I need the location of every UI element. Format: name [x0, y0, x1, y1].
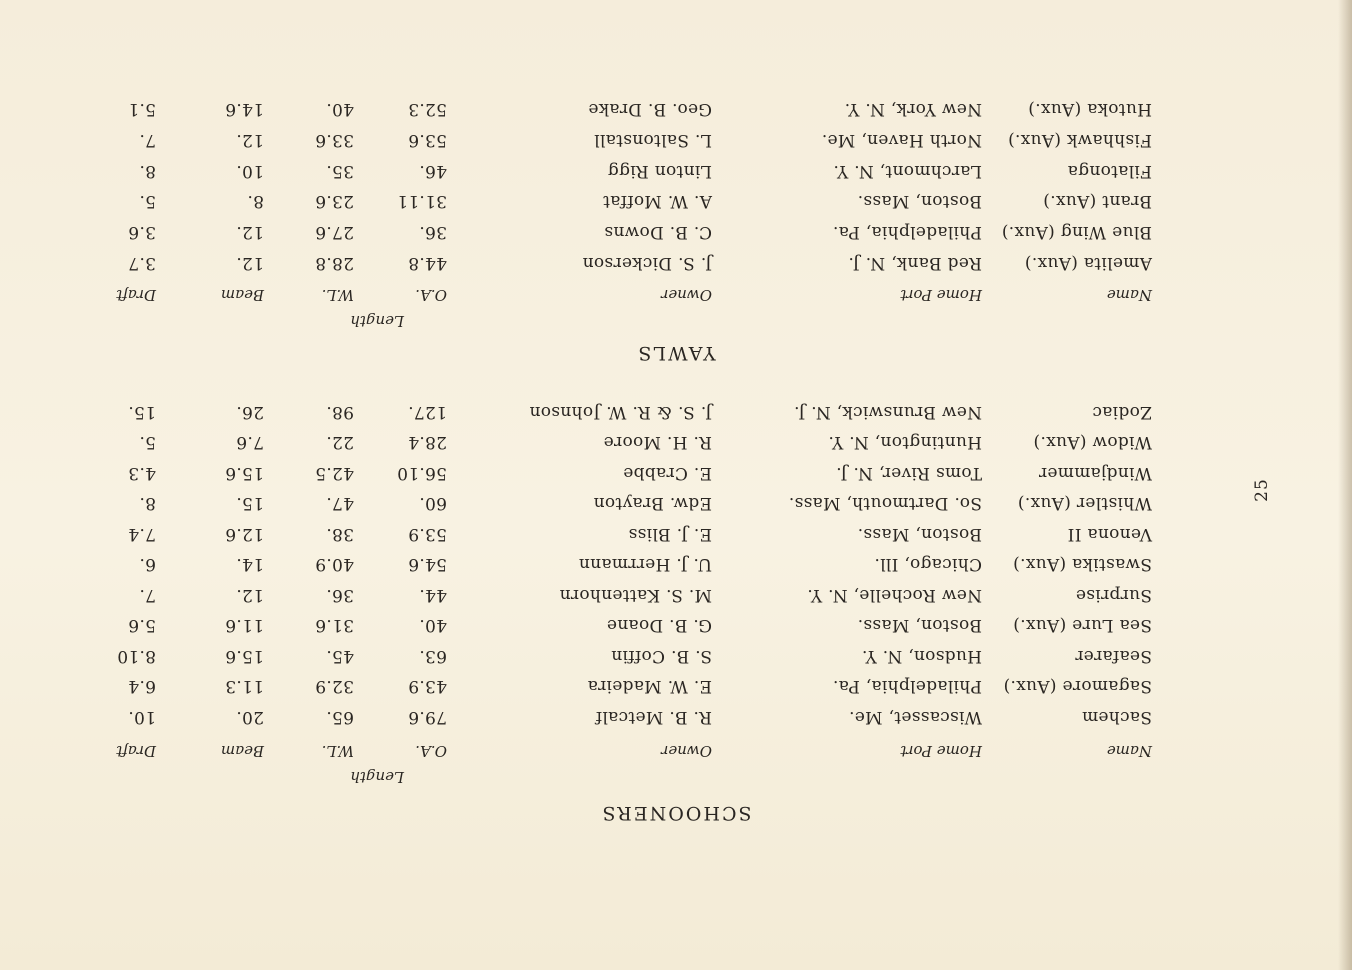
- header-port: Home Port: [900, 286, 982, 304]
- cell-name: Amelita (Aux.): [1024, 253, 1152, 273]
- cell-beam: 15.6: [224, 463, 264, 483]
- cell-oa: 53.6: [407, 129, 447, 150]
- cell-port: Huntington, N. Y.: [828, 432, 982, 453]
- cell-owner: Geo. B. Drake: [588, 99, 712, 119]
- cell-name: Blue Wing (Aux.): [1001, 222, 1152, 243]
- cell-owner: L. Saltonstall: [593, 129, 712, 150]
- table-row: [0, 701, 1352, 727]
- cell-draft: 5.: [139, 191, 156, 212]
- header-owner: Owner: [661, 286, 712, 304]
- cell-draft: 4.3: [128, 463, 156, 483]
- cell-port: New Rochelle, N. Y.: [807, 585, 982, 605]
- cell-draft: 6.: [139, 554, 156, 575]
- cell-draft: 5.: [139, 432, 156, 453]
- cell-draft: 15.: [128, 402, 156, 422]
- cell-port: Larchmont, N. Y.: [833, 160, 982, 181]
- cell-wl: 32.9: [314, 676, 354, 697]
- cell-oa: 56.10: [396, 463, 447, 483]
- page-number: 25: [1252, 478, 1273, 502]
- cell-beam: 12.: [236, 585, 264, 605]
- cell-name: Windjammer: [1038, 463, 1152, 483]
- cell-wl: 45.: [326, 646, 354, 666]
- cell-wl: 40.9: [314, 554, 354, 575]
- cell-beam: 7.6: [236, 432, 264, 453]
- header-owner: Owner: [661, 742, 712, 760]
- table-row: [0, 124, 1352, 150]
- header-wl: W.L.: [321, 742, 354, 760]
- cell-oa: 46.: [419, 160, 447, 181]
- cell-beam: 20.: [236, 707, 264, 727]
- cell-wl: 33.6: [314, 129, 354, 150]
- cell-oa: 54.6: [407, 554, 447, 575]
- cell-port: Boston, Mass.: [857, 615, 982, 636]
- table-row: [0, 640, 1352, 666]
- cell-name: Whistler (Aux.): [1017, 493, 1152, 514]
- cell-wl: 36.: [326, 585, 354, 605]
- table-row: [0, 247, 1352, 273]
- cell-oa: 63.: [419, 646, 447, 666]
- table-row: [0, 216, 1352, 242]
- cell-beam: 15.6: [224, 646, 264, 666]
- cell-draft: 8.10: [116, 646, 156, 666]
- yawls-header-row: [0, 278, 1352, 304]
- table-row: [0, 457, 1352, 483]
- cell-oa: 36.: [419, 222, 447, 243]
- cell-beam: 10.: [236, 160, 264, 181]
- cell-beam: 26.: [236, 402, 264, 422]
- cell-port: Philadelphia, Pa.: [832, 676, 982, 697]
- header-beam: Beam: [220, 286, 264, 304]
- table-row: [0, 396, 1352, 422]
- cell-name: Fishhawk (Aux.): [1007, 129, 1152, 150]
- cell-owner: G. B. Doane: [606, 615, 712, 636]
- cell-name: Surprise: [1075, 585, 1152, 605]
- cell-name: Filatonga: [1067, 160, 1152, 181]
- cell-name: Venona II: [1067, 524, 1152, 544]
- cell-beam: 11.3: [224, 676, 264, 697]
- cell-wl: 98.: [326, 402, 354, 422]
- cell-draft: 3.6: [128, 222, 156, 243]
- cell-oa: 60.: [419, 493, 447, 514]
- cell-owner: U. J. Herrmann: [578, 554, 712, 575]
- header-draft: Draft: [116, 742, 156, 760]
- cell-port: New Brunswick, N. J.: [793, 402, 982, 422]
- yawls-title: YAWLS: [636, 342, 716, 364]
- table-row: [0, 610, 1352, 636]
- cell-wl: 22.: [326, 432, 354, 453]
- cell-wl: 28.8: [314, 253, 354, 273]
- cell-oa: 28.4: [407, 432, 447, 453]
- cell-owner: C. B. Downs: [604, 222, 712, 243]
- cell-draft: 8.: [139, 160, 156, 181]
- cell-draft: 5.6: [128, 615, 156, 636]
- cell-wl: 35.: [326, 160, 354, 181]
- cell-draft: 8.: [139, 493, 156, 514]
- table-row: [0, 488, 1352, 514]
- cell-beam: 12.: [236, 253, 264, 273]
- cell-owner: R. H. Moore: [603, 432, 712, 453]
- cell-owner: R. B. Metcalf: [595, 707, 712, 727]
- cell-port: Chicago, Ill.: [874, 554, 982, 575]
- cell-port: So. Dartmouth, Mass.: [788, 493, 982, 514]
- cell-oa: 53.9: [407, 524, 447, 544]
- cell-port: Philadelphia, Pa.: [832, 222, 982, 243]
- cell-oa: 43.9: [407, 676, 447, 697]
- cell-draft: 7.: [139, 129, 156, 150]
- cell-port: Hudson, N. Y.: [861, 646, 982, 666]
- cell-port: Boston, Mass.: [857, 191, 982, 212]
- cell-name: Sachem: [1081, 707, 1152, 727]
- cell-draft: 5.1: [128, 99, 156, 119]
- cell-wl: 40.: [326, 99, 354, 119]
- header-oa: O.A.: [415, 286, 447, 304]
- cell-beam: 12.6: [224, 524, 264, 544]
- cell-port: Wiscasset, Me.: [848, 707, 982, 727]
- header-beam: Beam: [220, 742, 264, 760]
- cell-name: Zodiac: [1092, 402, 1152, 422]
- table-row: [0, 185, 1352, 211]
- cell-oa: 127.: [407, 402, 447, 422]
- cell-beam: 11.6: [224, 615, 264, 636]
- cell-port: North Haven, Me.: [821, 129, 982, 150]
- cell-oa: 79.6: [407, 707, 447, 727]
- cell-wl: 42.5: [314, 463, 354, 483]
- cell-wl: 38.: [326, 524, 354, 544]
- schooners-header-row: [0, 734, 1352, 760]
- header-wl: W.L.: [321, 286, 354, 304]
- cell-oa: 52.3: [407, 99, 447, 119]
- cell-name: Widow (Aux.): [1033, 432, 1152, 453]
- cell-draft: 7.: [139, 585, 156, 605]
- cell-oa: 40.: [419, 615, 447, 636]
- cell-owner: J. S. & R. W. Johnson: [529, 402, 712, 422]
- schooners-title: SCHOONERS: [600, 802, 752, 824]
- cell-owner: E. W. Madeira: [587, 676, 712, 697]
- cell-beam: 12.: [236, 222, 264, 243]
- cell-wl: 23.6: [314, 191, 354, 212]
- cell-owner: S. B. Coffin: [611, 646, 712, 666]
- table-row: [0, 549, 1352, 575]
- cell-draft: 3.7: [128, 253, 156, 273]
- cell-draft: 6.4: [128, 676, 156, 697]
- cell-name: Swastika (Aux.): [1012, 554, 1152, 575]
- cell-oa: 44.: [419, 585, 447, 605]
- cell-owner: A. W. Moffat: [602, 191, 712, 212]
- cell-owner: Linton Rigg: [607, 160, 712, 181]
- cell-port: New York, N. Y.: [844, 99, 982, 119]
- table-row: [0, 155, 1352, 181]
- cell-name: Seafarer: [1075, 646, 1152, 666]
- cell-name: Brant (Aux.): [1042, 191, 1152, 212]
- cell-port: Toms River, N. J.: [835, 463, 982, 483]
- cell-beam: 12.: [236, 129, 264, 150]
- header-name: Name: [1106, 742, 1152, 760]
- cell-name: Hutoka (Aux.): [1027, 99, 1152, 119]
- cell-draft: 7.4: [128, 524, 156, 544]
- cell-owner: Edw. Brayton: [593, 493, 712, 514]
- cell-wl: 27.6: [314, 222, 354, 243]
- yawls-length-label: Length: [350, 312, 404, 330]
- table-row: [0, 518, 1352, 544]
- cell-wl: 65.: [326, 707, 354, 727]
- cell-name: Sea Lure (Aux.): [1012, 615, 1152, 636]
- cell-port: Red Bank, N. J.: [848, 253, 982, 273]
- header-name: Name: [1106, 286, 1152, 304]
- cell-owner: M. S. Kattenhorn: [559, 585, 712, 605]
- header-draft: Draft: [116, 286, 156, 304]
- cell-port: Boston, Mass.: [857, 524, 982, 544]
- cell-wl: 47.: [326, 493, 354, 514]
- cell-beam: 14.: [236, 554, 264, 575]
- cell-owner: J. S. Dickerson: [582, 253, 712, 273]
- cell-beam: 15.: [236, 493, 264, 514]
- cell-owner: E. Crabbe: [622, 463, 712, 483]
- header-oa: O.A.: [415, 742, 447, 760]
- header-port: Home Port: [900, 742, 982, 760]
- schooners-length-label: Length: [350, 768, 404, 786]
- table-row: [0, 93, 1352, 119]
- cell-beam: 8.: [247, 191, 264, 212]
- cell-beam: 14.6: [224, 99, 264, 119]
- cell-oa: 44.8: [407, 253, 447, 273]
- cell-wl: 31.6: [314, 615, 354, 636]
- cell-oa: 31.11: [396, 191, 447, 212]
- table-row: [0, 427, 1352, 453]
- cell-owner: E. J. Bliss: [628, 524, 712, 544]
- cell-draft: 10.: [128, 707, 156, 727]
- table-row: [0, 579, 1352, 605]
- table-row: [0, 671, 1352, 697]
- cell-name: Sagamore (Aux.): [1003, 676, 1152, 697]
